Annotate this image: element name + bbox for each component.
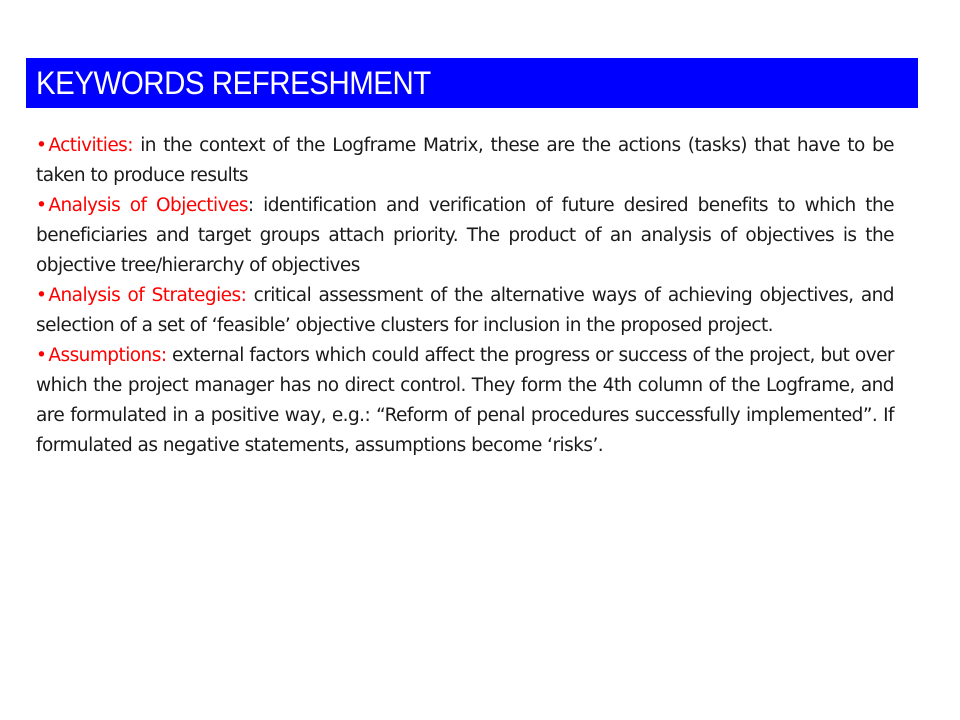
keyword-term: Analysis of Objectives bbox=[48, 195, 248, 216]
bullet-icon: • bbox=[36, 345, 47, 366]
bullet-icon: • bbox=[36, 195, 47, 216]
page-title: KEYWORDS REFRESHMENT bbox=[36, 64, 431, 101]
bullet-icon: • bbox=[36, 285, 47, 306]
title-bar bbox=[26, 58, 918, 108]
keyword-entry-analysis-of-strategies bbox=[36, 281, 894, 341]
keyword-term: Assumptions: bbox=[48, 345, 167, 366]
bullet-icon: • bbox=[36, 135, 47, 156]
keyword-entry-activities bbox=[36, 131, 894, 191]
keyword-definition: in the context of the Logframe Matrix, these are the actions (tasks) that have to be taken to produce results bbox=[36, 135, 894, 186]
keyword-entry-assumptions bbox=[36, 341, 894, 461]
keyword-term: Activities: bbox=[48, 135, 133, 156]
keyword-definition: : identification and verification of future desired benefits to which the beneficiaries and target groups attach priority. The product of an analysis of objectives is the objective tree/hierarchy of objectives bbox=[36, 195, 894, 276]
keyword-entry-analysis-of-objectives bbox=[36, 191, 894, 281]
keyword-term: Analysis of Strategies: bbox=[48, 285, 247, 306]
keyword-list bbox=[36, 131, 894, 461]
keyword-definition: external factors which could affect the progress or success of the project, but over which the project manager has no direct control. They form the 4th column of the Logframe, and are formulated in a positive way, e.g.: “Reform of penal procedures successfully implemented”. If formulated as negative statements, assumptions become ‘risks’. bbox=[36, 345, 894, 456]
keyword-definition: critical assessment of the alternative ways of achieving objectives, and selection of a set of ‘feasible’ objective clusters for inclusion in the proposed project. bbox=[36, 285, 894, 336]
